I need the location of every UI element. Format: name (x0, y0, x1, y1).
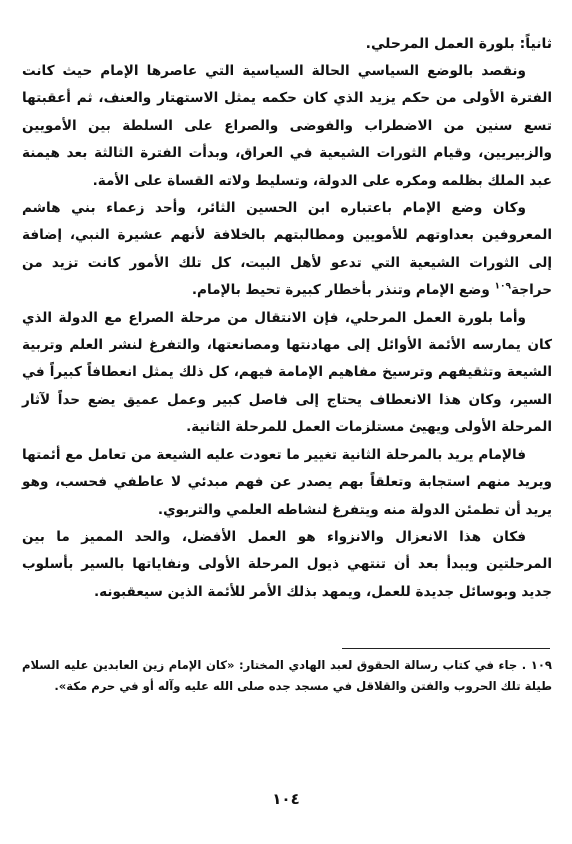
paragraph-political-situation: ونقصد بالوضع السياسي الحالة السياسية التي عاصرها الإمام حيث كانت الفترة الأولى من حكم يزيد الذي كان حكمه يمثل الاستهتار والعنف، ثم أعقبتها تسع سنين من الاضطراب والفوضى والصراع على السلطة بين الأمويين والزبيريين، وقيام الثورات الشيعية في العراق، وبدأت الفترة الثالثة بعد هيمنة عبد الملك بظلمه ومكره على الدولة، وتسليط ولاته القساة على الأمة. (22, 63, 552, 189)
footnote-reference: ١٠٩ (494, 281, 512, 292)
page-number: ١٠٤ (272, 790, 300, 808)
section-heading: ثانياً: بلورة العمل المرحلي. (365, 36, 552, 52)
paragraph-phased-work: وأما بلورة العمل المرحلي، فإن الانتقال من مرحلة الصراع مع الدولة الذي كان يمارسه الأئمة الأوائل إلى مهادنتها ومصانعتها، والتفرغ لنشر العلم وتربية الشيعة وتثقيفهم وترسيخ مفاهيم الإمامة فيهم، كل ذلك يمثل انعطافاً كبيراً في السير، وكان هذا الانعطاف يحتاج إلى فاصل كبير وعمل عميق يضع حداً لآثار المرحلة الأولى ويهيئ مستلزمات العمل للمرحلة الثانية. (22, 309, 552, 436)
footnote: ١٠٩ . جاء في كتاب رسالة الحقوق لعبد الهادي المختار: «كان الإمام زين العابدين عليه السلام طيلة تلك الحروب والفتن والقلاقل في مسجد جده صلى الله عليه وآله أو في حرم مكة». (22, 658, 552, 693)
paragraph-isolation: فكان هذا الانعزال والانزواء هو العمل الأفضل، والحد المميز ما بين المرحلتين ويبدأ بعد أن تنتهي ذيول المرحلة الأولى ونفاياتها بالسير بأسلوب جديد وبوسائل جديدة للعمل، ويمهد بذلك الأمر للأئمة الذين سيعقبونه. (22, 528, 552, 600)
paragraph-imam-position (22, 195, 552, 305)
paragraph-imam-position-text: وكان وضع الإمام باعتباره ابن الحسين الثائر، وأحد زعماء بني هاشم المعروفين بعداوتهم للأمويين ومطالبتهم بالخلافة لأنهم عشيرة النبي، إضافة إلى الثورات الشيعية التي تدعو لأهل البيت، كل تلك الأمور كانت تزيد من حراجة (22, 200, 552, 299)
paragraph-second-phase: فالإمام يريد بالمرحلة الثانية تغيير ما تعودت عليه الشيعة من تعامل مع أئمتها ويريد منهم استجابة وتعلقاً بهم يصدر عن فهم مبدئي لا عاطفي فحسب، وهو يريد أن تطمئن الدولة منه ويتفرغ لنشاطه العلمي والتربوي. (22, 446, 552, 518)
paragraph-imam-position-tail: وضع الإمام وتنذر بأخطار كبيرة تحيط بالإمام. (191, 282, 495, 299)
page-body (22, 30, 552, 606)
footnote-divider (342, 648, 550, 649)
